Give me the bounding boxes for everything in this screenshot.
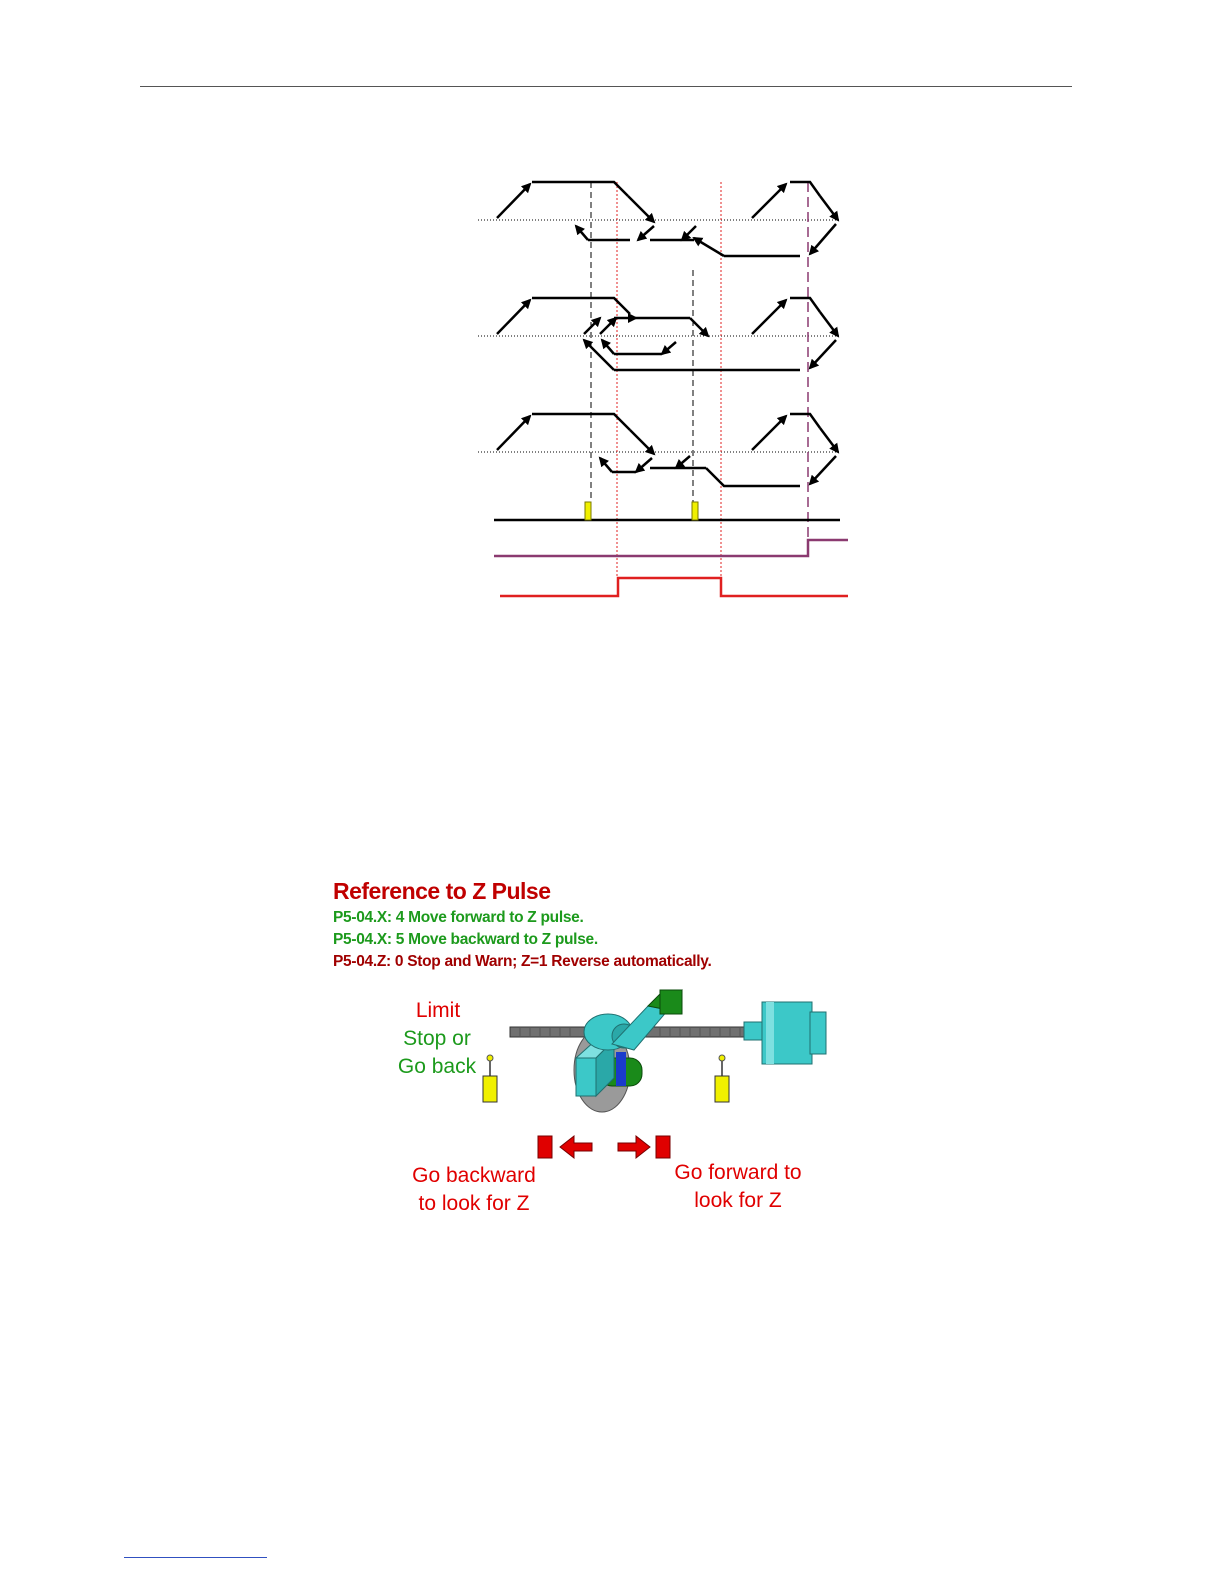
speed-profile-1 <box>497 182 838 256</box>
servo-motor <box>744 1002 826 1064</box>
speed-profile-2 <box>497 298 838 370</box>
event-markers <box>591 182 808 596</box>
backward-arrow <box>538 1136 592 1158</box>
figure-line-forward: P5-04.X: 4 Move forward to Z pulse. <box>333 909 584 926</box>
header-rule <box>140 86 1072 87</box>
label-limit: Limit <box>415 999 461 1022</box>
figure-line-stop: P5-04.Z: 0 Stop and Warn; Z=1 Reverse automatically. <box>333 953 712 970</box>
forward-arrow <box>618 1136 670 1158</box>
figure-title: Reference to Z Pulse <box>333 878 551 904</box>
label-stop-or: Stop or <box>403 1027 471 1050</box>
footer-link-underline <box>124 1557 267 1558</box>
home-signal <box>494 540 848 556</box>
limit-signal <box>500 578 848 596</box>
homing-timing-diagram <box>470 170 860 610</box>
speed-profile-3 <box>497 414 838 486</box>
z-pulse-signal <box>494 502 840 520</box>
label-go-forward: Go forward to look for Z <box>674 1161 802 1212</box>
figure-line-backward: P5-04.X: 5 Move backward to Z pulse. <box>333 931 598 948</box>
label-go-back: Go back <box>397 1055 477 1078</box>
limit-switch-right <box>715 1055 729 1102</box>
label-go-backward: Go backward to look for Z <box>412 1164 536 1215</box>
